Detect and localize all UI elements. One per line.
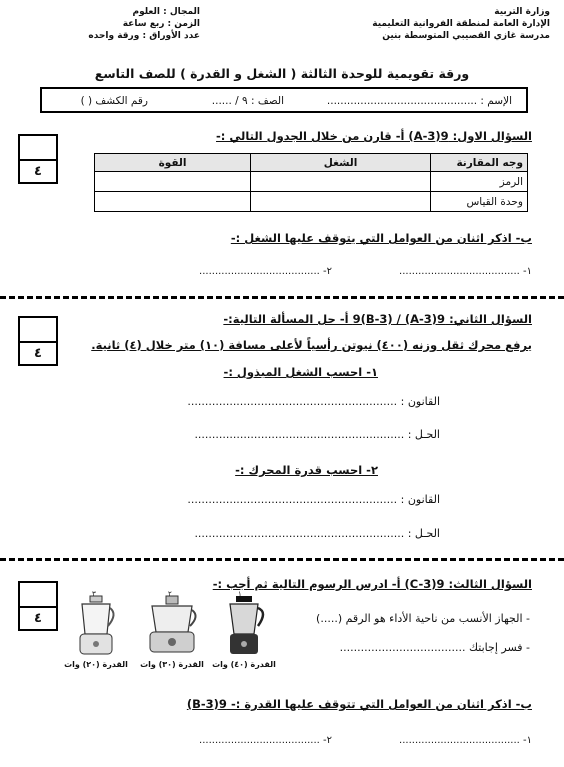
subject-header [40,6,200,42]
table-header-row [95,154,528,172]
table-cell: وحدة القياس [431,192,528,212]
q3-title: السؤال الثالث: 9(C-3) أ- ادرس الرسوم التالية ثم أجب :- [212,577,532,591]
student-info-box [40,87,528,113]
appliance-caption: القدرة (٢٠) وات [64,660,128,669]
law-line[interactable]: القانون : ............................................................ [187,395,440,408]
section-divider [0,558,564,561]
law-line[interactable]: القانون : ............................................................ [187,493,440,506]
appliance-number: ٢ [168,590,172,598]
q1-b-title: ب- اذكر اثنان من العوامل التي يتوقف عليها الشغل :- [230,231,532,245]
directorate-line: الإدارة العامة لمنطقة الفروانية التعليمية [372,19,550,29]
subject-line: المجال : العلوم [132,7,200,17]
appliance-2 [140,590,204,674]
answer-line[interactable]: ٢- ...................................... [199,266,332,277]
section-divider [0,296,564,299]
q2-problem: يرفع محرك ثقل وزنه (٤٠٠) نيوتن رأسياً لأعلى مسافة (١٠) متر خلال (٤) ثانية. [91,338,532,352]
score-value: ٤ [34,346,42,361]
table-header: وجه المقارنة [431,154,528,172]
q2-part1: ١- احسب الشغل المبذول :- [223,365,378,379]
page-title: ورقة تقويمية للوحدة الثالثة ( الشغل و القدرة ) للصف التاسع [94,66,470,81]
score-box-q2 [18,316,58,366]
pages-line: عدد الأوراق : ورقة واحده [88,31,200,41]
answer-line[interactable]: ٢- ...................................... [199,735,332,746]
score-box-q3 [18,581,58,631]
score-box-q1 [18,134,58,184]
table-row [95,192,528,212]
table-header: القوة [95,154,251,172]
food-processor-icon [140,594,204,658]
q3-item1: - الجهاز الأنسب من ناحية الأداء هو الرقم (.....) [316,612,530,625]
blender-icon [66,594,126,658]
score-value: ٤ [34,164,42,179]
q3-item2[interactable]: - فسر إجابتك .................................... [339,641,530,654]
appliance-number: ١ [238,590,242,598]
class-field[interactable]: الصف : ٩ / ...... [211,95,284,107]
table-row [95,172,528,192]
student-name-field[interactable]: الإسم : ............................................. [326,95,512,107]
appliance-1 [212,590,276,674]
answer-line[interactable]: ١- ...................................... [399,735,532,746]
q2-title: السؤال الثاني: 9(A-3) / 9(B-3) أ- حل المسألة التالية:- [223,312,532,326]
school-line: مدرسة غازي القصيبي المتوسطة بنين [382,31,550,41]
appliance-number: ٣ [92,590,96,598]
appliance-caption: القدرة (٤٠) وات [212,660,276,669]
q1-title: السؤال الاول: 9(A-3) أ- قارن من خلال الجدول التالي :- [216,129,532,143]
comparison-table [94,153,528,212]
answer-line[interactable]: ١- ...................................... [399,266,532,277]
answer-cell[interactable] [95,192,251,212]
time-line: الزمن : ربع ساعة [122,19,200,29]
appliance-caption: القدرة (٣٠) وات [140,660,204,669]
solution-line[interactable]: الحـل : ............................................................ [194,428,440,441]
roll-number-field[interactable]: رقم الكشف ( ) [80,95,148,107]
table-cell: الرمز [431,172,528,192]
q3-b-title: ب- اذكر اثنان من العوامل التي تتوقف عليها القدرة :- 9(B-3) [186,697,532,711]
solution-line[interactable]: الحـل : ............................................................ [194,527,440,540]
answer-cell[interactable] [251,192,431,212]
ministry-line: وزارة التربية [494,7,550,17]
answer-cell[interactable] [95,172,251,192]
answer-cell[interactable] [251,172,431,192]
appliance-3 [64,590,128,674]
score-value: ٤ [34,611,42,626]
q2-part2: ٢- احسب قدرة المحرك :- [235,463,378,477]
blender-icon [214,594,274,658]
table-header: الشغل [251,154,431,172]
school-header [340,6,550,42]
